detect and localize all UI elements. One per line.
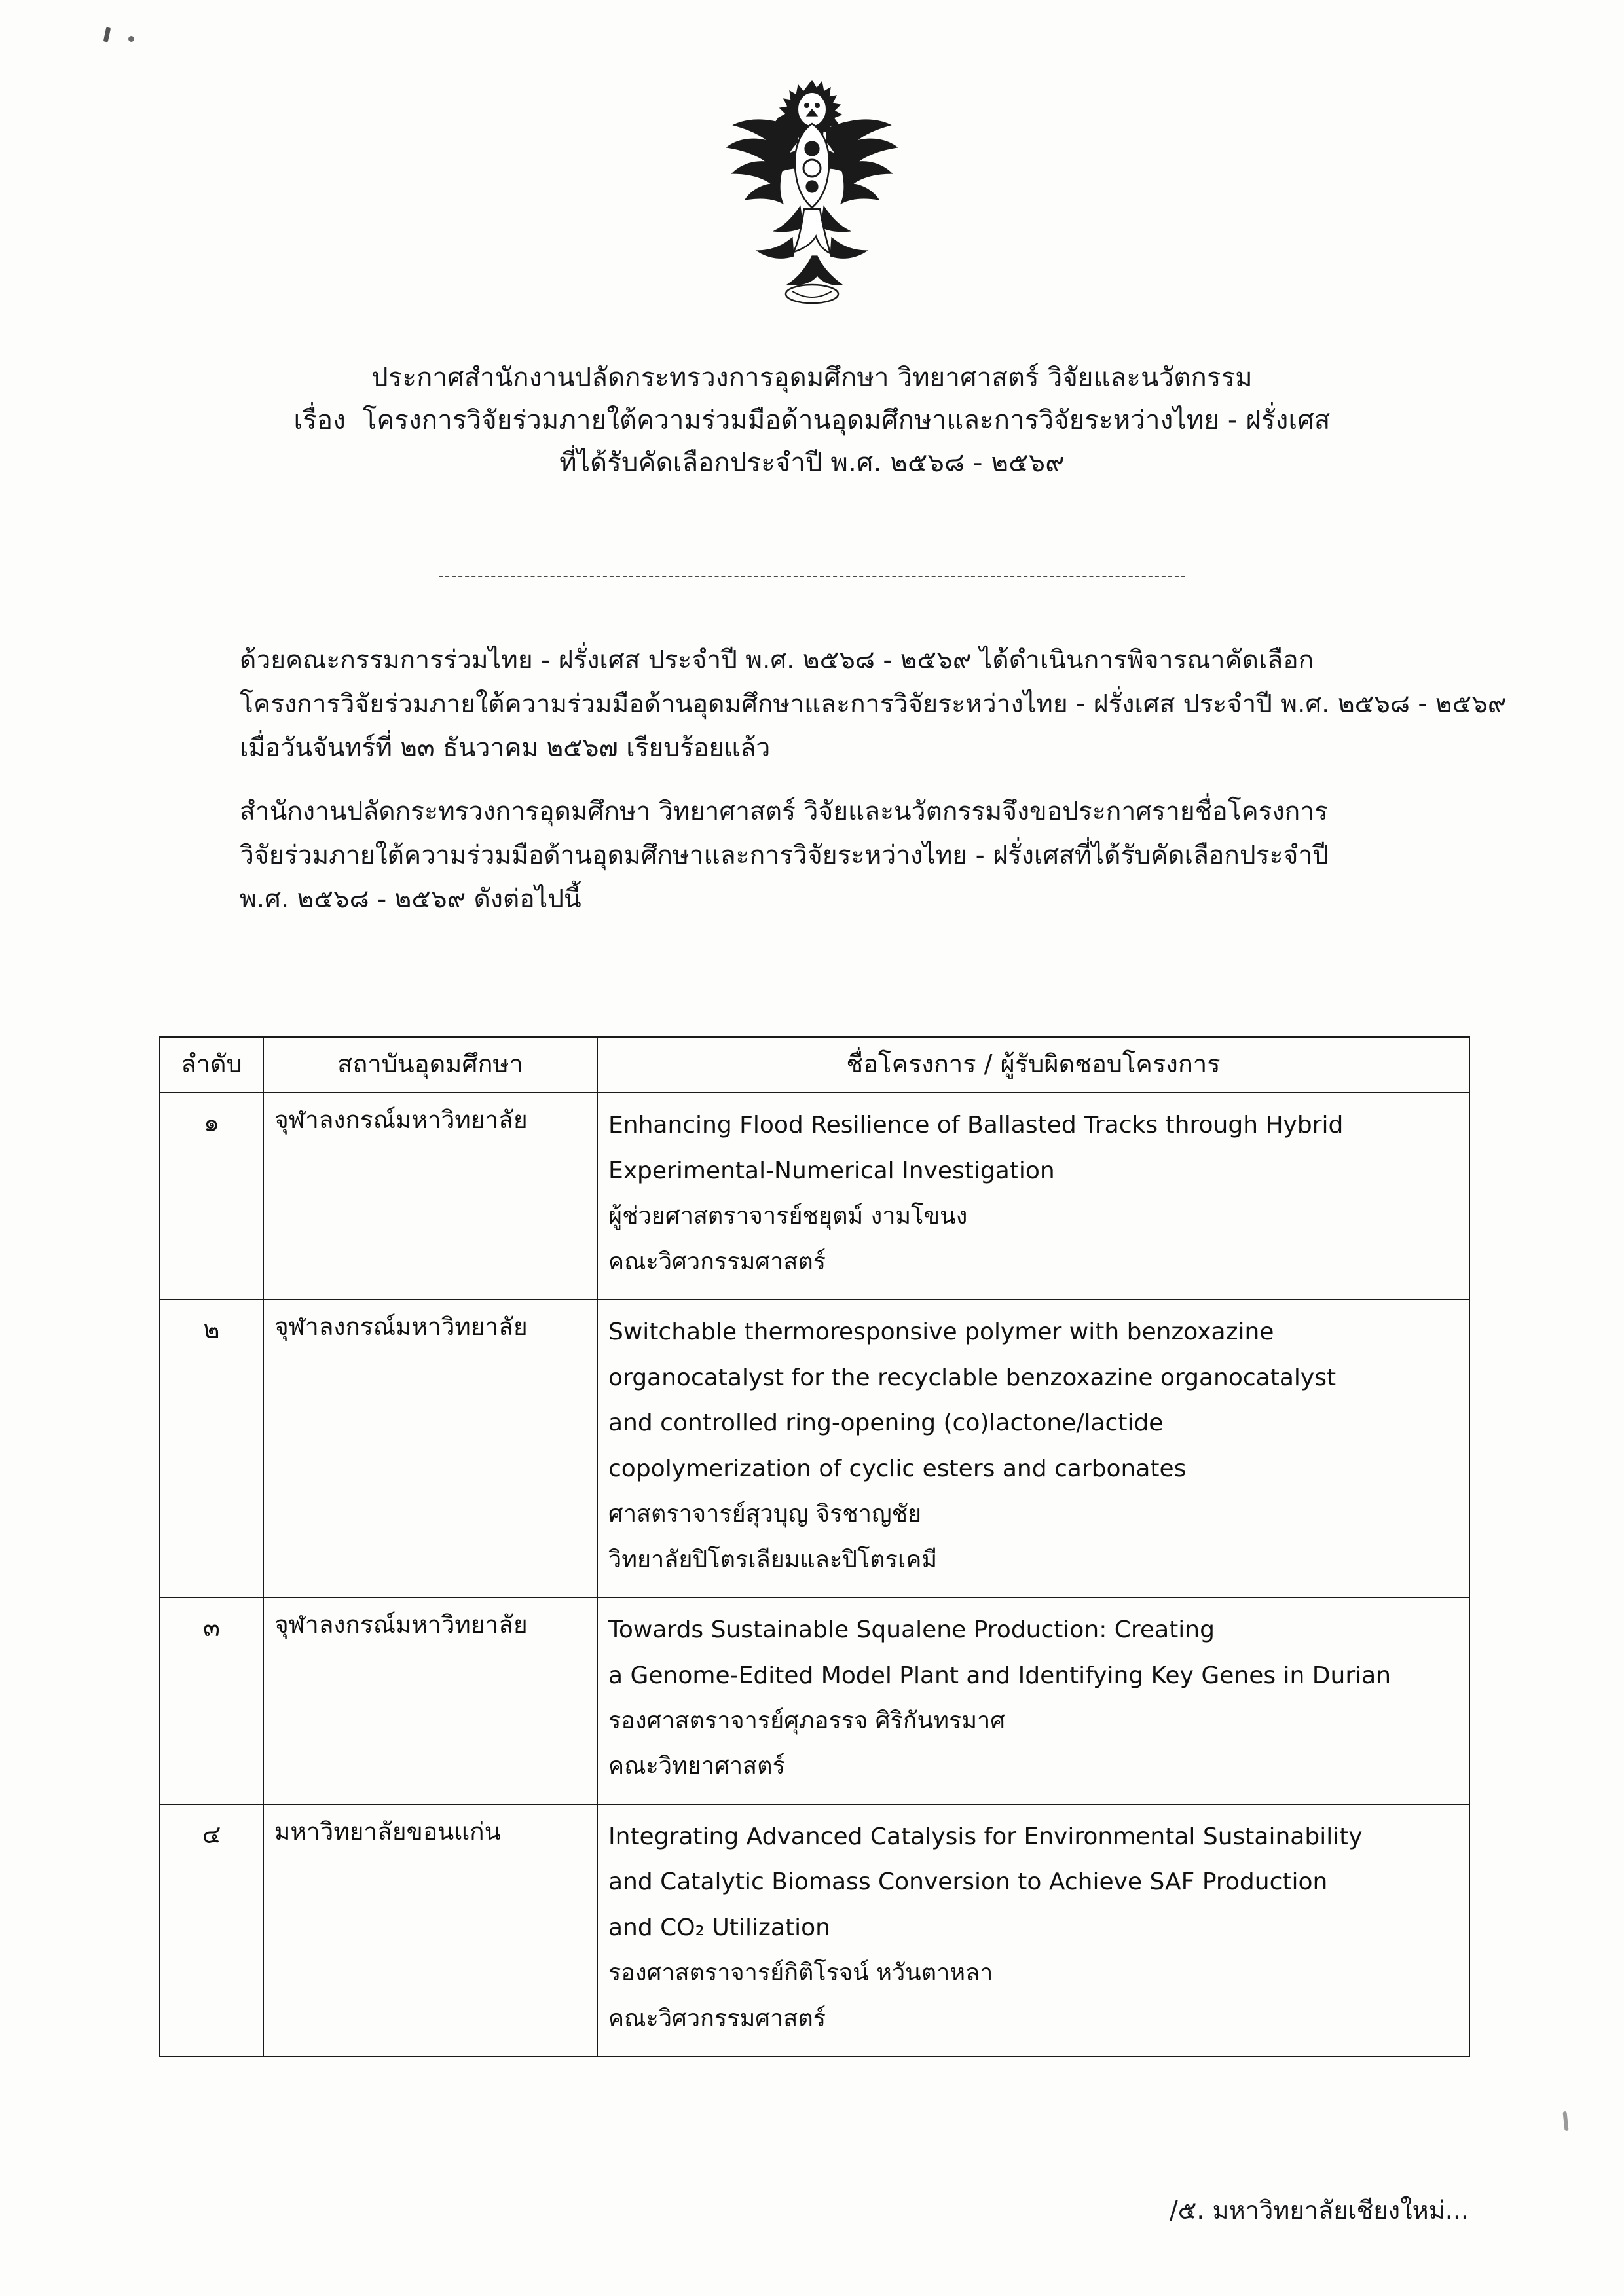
heading-line-3: ที่ได้รับคัดเลือกประจำปี พ.ศ. ๒๕๖๘ - ๒๕๖๙ <box>559 447 1065 478</box>
project-owner: ผู้ช่วยศาสตราจารย์ชยุตม์ งามโขนง <box>608 1203 968 1230</box>
row-institution: จุฬาลงกรณ์มหาวิทยาลัย <box>263 1093 597 1300</box>
project-line: Integrating Advanced Catalysis for Environmental Sustainability <box>608 1823 1363 1850</box>
scan-artifact-dot <box>128 36 134 42</box>
document-heading <box>0 357 1624 484</box>
heading-line-1: ประกาศสำนักงานปลัดกระทรวงการอุดมศึกษา วิทยาศาสตร์ วิจัยและนวัตกรรม <box>371 363 1253 393</box>
table-header-row <box>160 1037 1469 1093</box>
paragraph-2-line-2: วิจัยร่วมภายใต้ความร่วมมือด้านอุดมศึกษาและการวิจัยระหว่างไทย - ฝรั่งเศสที่ได้รับคัดเลือกประจำปี <box>240 841 1329 871</box>
row-institution: จุฬาลงกรณ์มหาวิทยาลัย <box>263 1300 597 1597</box>
row-project <box>597 1597 1469 1804</box>
project-owner: ศาสตราจารย์สุวบุญ จิรชาญชัย <box>608 1501 922 1528</box>
project-faculty: คณะวิศวกรรมศาสตร์ <box>608 1248 826 1275</box>
row-project <box>597 1300 1469 1597</box>
paragraph-1-line-1: ด้วยคณะกรรมการร่วมไทย - ฝรั่งเศส ประจำปี พ.ศ. ๒๕๖๘ - ๒๕๖๙ ได้ดำเนินการพิจารณาคัดเลือก <box>240 646 1314 675</box>
project-line: and Catalytic Biomass Conversion to Achieve SAF Production <box>608 1868 1328 1896</box>
project-faculty: วิทยาลัยปิโตรเลียมและปิโตรเคมี <box>608 1546 938 1573</box>
projects-table <box>159 1036 1470 2057</box>
project-line: Enhancing Flood Resilience of Ballasted Tracks through Hybrid <box>608 1112 1344 1139</box>
continuation-note: /๕. มหาวิทยาลัยเชียงใหม่... <box>1169 2196 1469 2225</box>
row-project <box>597 1093 1469 1300</box>
row-number: ๒ <box>160 1300 263 1597</box>
paragraph-1-line-2: โครงการวิจัยร่วมภายใต้ความร่วมมือด้านอุดมศึกษาและการวิจัยระหว่างไทย - ฝรั่งเศส ประจำปี พ.ศ. ๒๕๖๘ - ๒๕๖๙ <box>240 689 1507 720</box>
project-line: organocatalyst for the recyclable benzoxazine organocatalyst <box>608 1364 1337 1391</box>
column-header-no: ลำดับ <box>160 1037 263 1093</box>
project-line: a Genome-Edited Model Plant and Identifying Key Genes in Durian <box>608 1662 1392 1689</box>
paragraph-1-line-3: เมื่อวันจันทร์ที่ ๒๓ ธันวาคม ๒๕๖๗ เรียบร้อยแล้ว <box>240 733 771 763</box>
paragraph-2-line-3: พ.ศ. ๒๕๖๘ - ๒๕๖๙ ดังต่อไปนี้ <box>240 884 581 915</box>
table-row <box>160 1804 1469 2056</box>
table-row <box>160 1300 1469 1597</box>
row-institution: มหาวิทยาลัยขอนแก่น <box>263 1804 597 2056</box>
heading-divider <box>439 576 1185 577</box>
project-line: Towards Sustainable Squalene Production: Creating <box>608 1616 1215 1644</box>
project-line: and controlled ring-opening (co)lactone/lactide <box>608 1410 1164 1437</box>
scan-artifact-mark <box>103 27 111 43</box>
project-owner: รองศาสตราจารย์ศุภอรรจ ศิริกันทรมาศ <box>608 1707 1006 1735</box>
column-header-project: ชื่อโครงการ / ผู้รับผิดชอบโครงการ <box>597 1037 1469 1093</box>
paragraph-2 <box>169 790 1469 921</box>
row-number: ๓ <box>160 1597 263 1804</box>
row-number: ๑ <box>160 1093 263 1300</box>
row-project <box>597 1804 1469 2056</box>
body-text <box>169 638 1507 930</box>
row-number: ๔ <box>160 1804 263 2056</box>
project-faculty: คณะวิทยาศาสตร์ <box>608 1753 785 1780</box>
project-line: Switchable thermoresponsive polymer with benzoxazine <box>608 1319 1274 1346</box>
garuda-emblem <box>714 69 910 311</box>
project-line: copolymerization of cyclic esters and carbonates <box>608 1455 1187 1482</box>
column-header-institution: สถาบันอุดมศึกษา <box>263 1037 597 1093</box>
project-owner: รองศาสตราจารย์กิติโรจน์ หวันตาหลา <box>608 1959 993 1987</box>
row-institution: จุฬาลงกรณ์มหาวิทยาลัย <box>263 1597 597 1804</box>
table-row <box>160 1093 1469 1300</box>
table-row <box>160 1597 1469 1804</box>
project-faculty: คณะวิศวกรรมศาสตร์ <box>608 2005 826 2032</box>
heading-line-2: เรื่อง โครงการวิจัยร่วมภายใต้ความร่วมมือด้านอุดมศึกษาและการวิจัยระหว่างไทย - ฝรั่งเศส <box>293 405 1331 435</box>
project-line: and CO₂ Utilization <box>608 1914 830 1941</box>
scan-artifact-edge <box>1562 2111 1568 2131</box>
project-line: Experimental-Numerical Investigation <box>608 1157 1055 1184</box>
paragraph-2-line-1: สำนักงานปลัดกระทรวงการอุดมศึกษา วิทยาศาสตร์ วิจัยและนวัตกรรมจึงขอประกาศรายชื่อโครงการ <box>240 797 1329 827</box>
paragraph-1 <box>169 638 1507 770</box>
